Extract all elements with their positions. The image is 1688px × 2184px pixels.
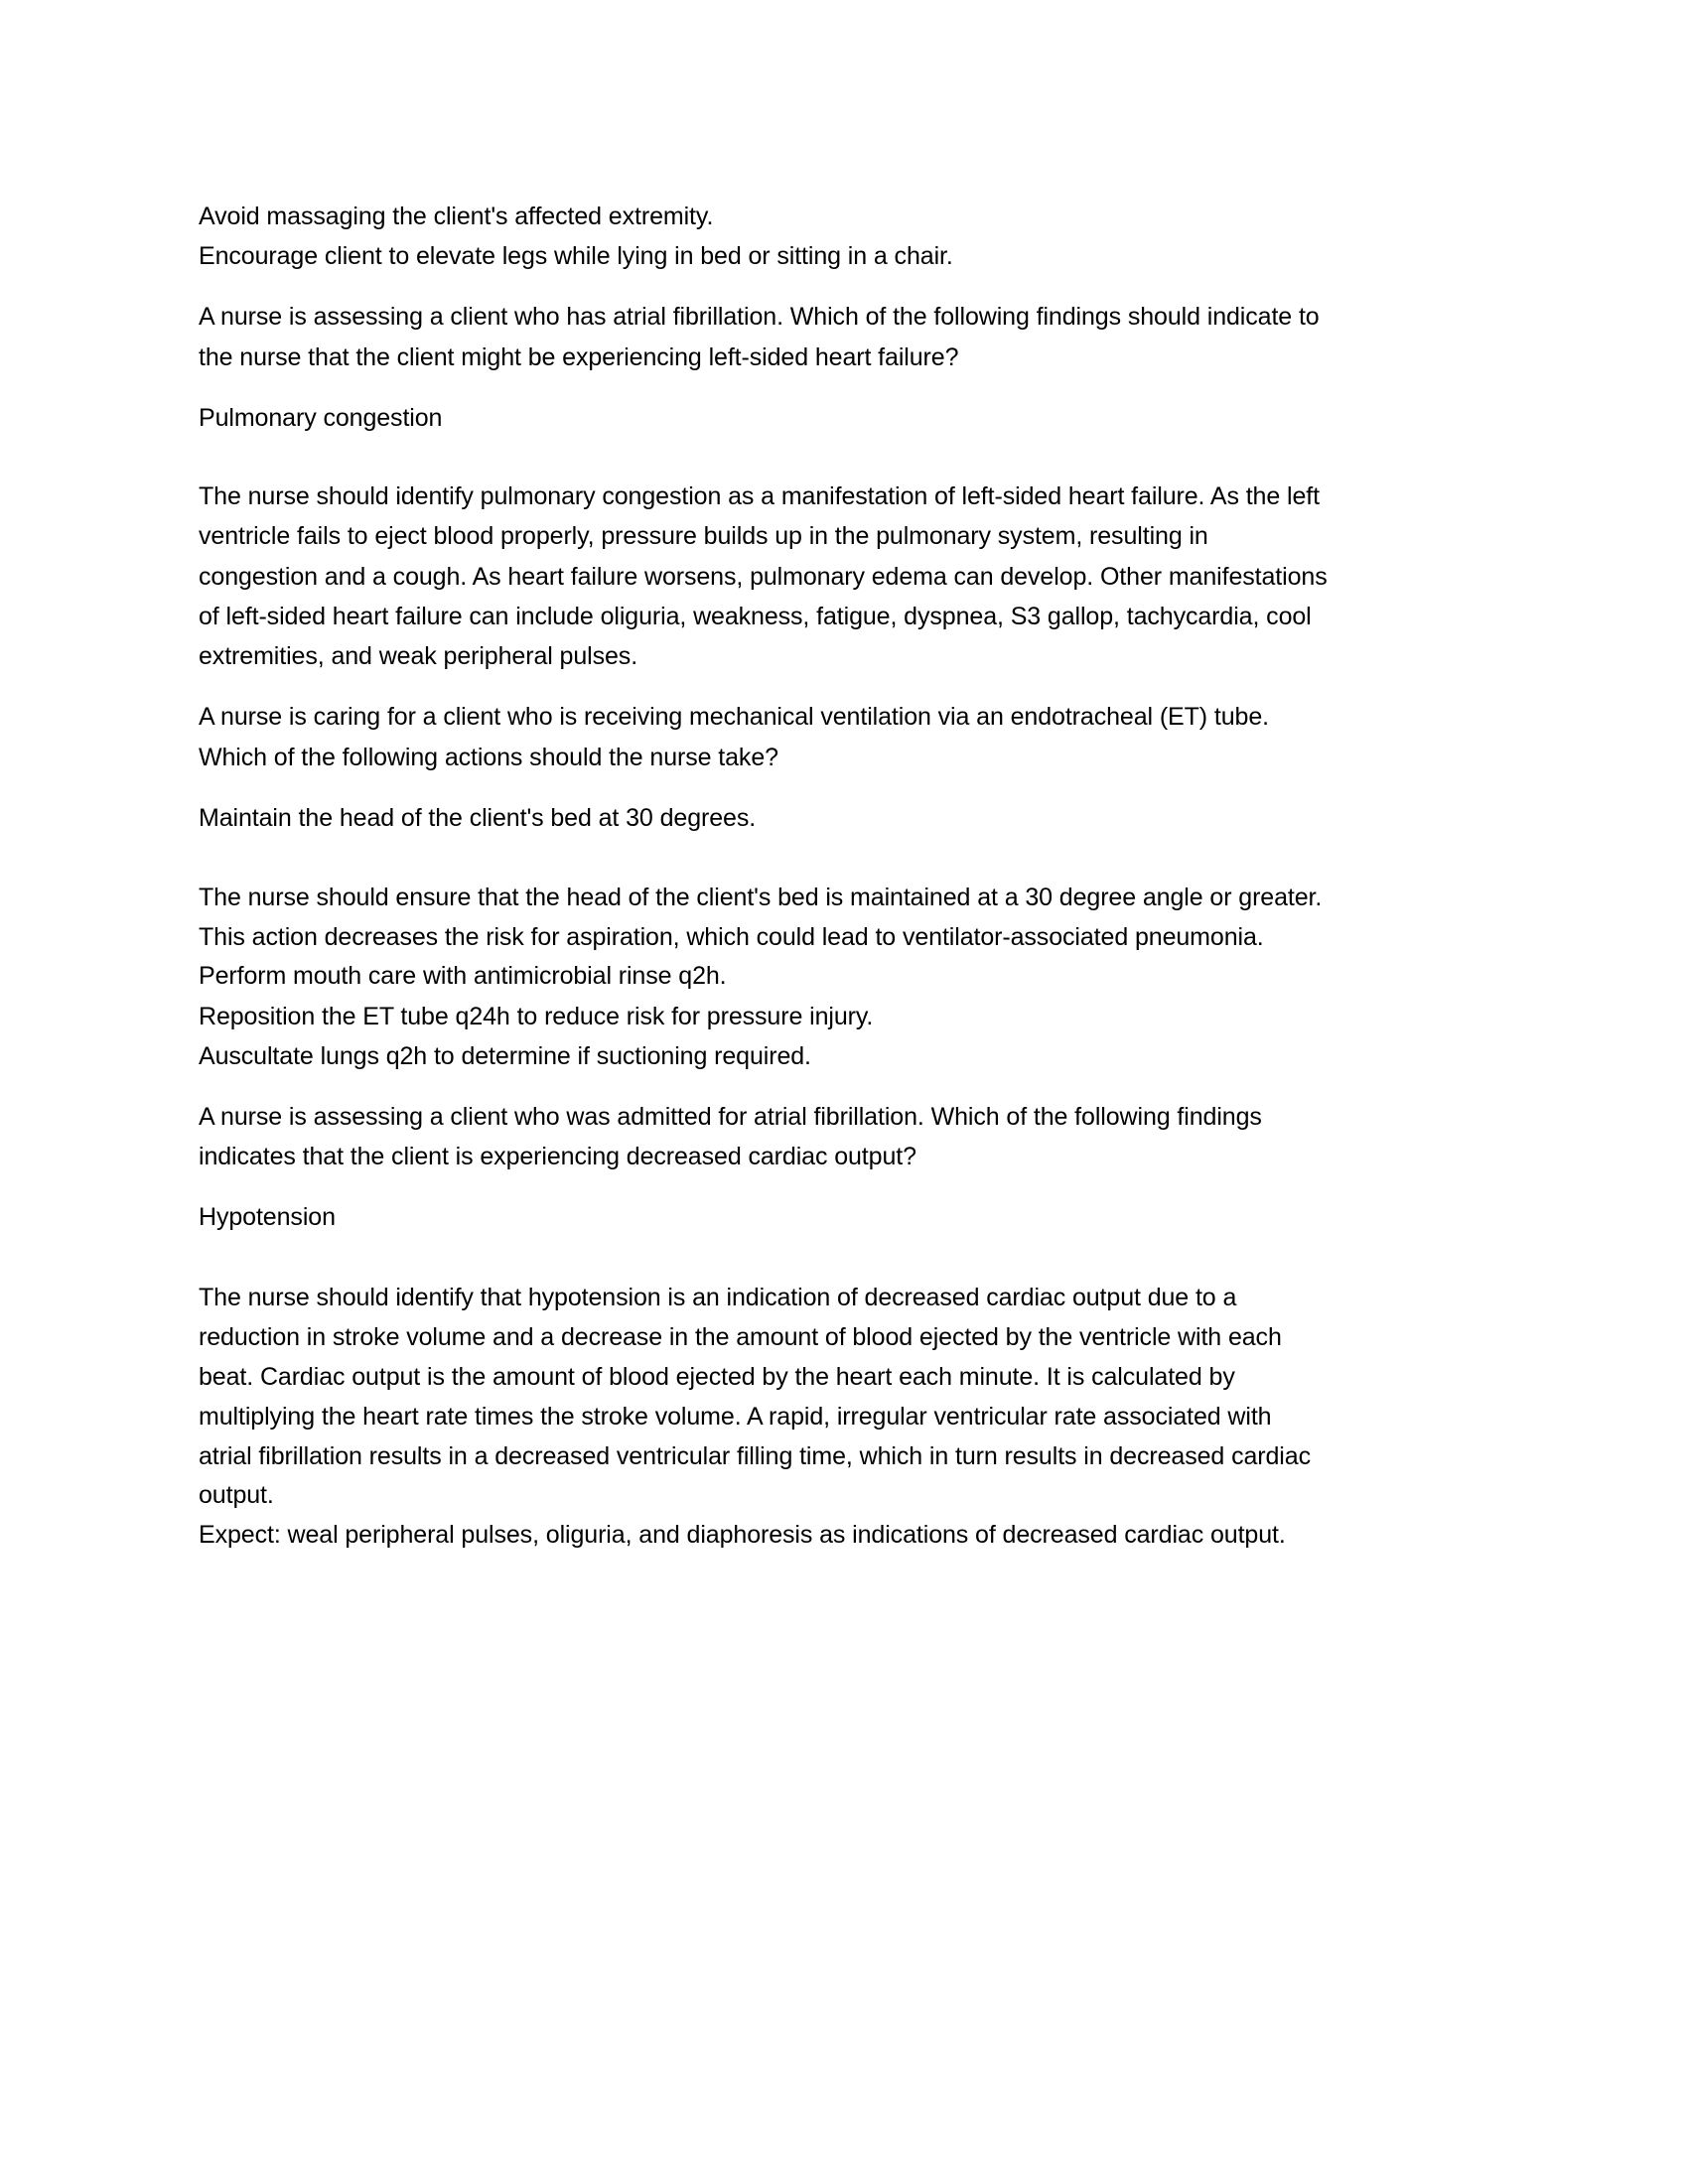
question-text: indicates that the client is experiencing decreased cardiac output? bbox=[199, 1143, 916, 1170]
rationale-text: beat. Cardiac output is the amount of blood ejected by the heart each minute. It is calculated by bbox=[199, 1363, 1235, 1391]
answer-text: Pulmonary congestion bbox=[199, 404, 443, 432]
rationale-text: The nurse should identify that hypotension is an indication of decreased cardiac output due to a bbox=[199, 1284, 1237, 1311]
question-text: A nurse is caring for a client who is receiving mechanical ventilation via an endotracheal (ET) tube. bbox=[199, 703, 1269, 731]
rationale-text: output. bbox=[199, 1481, 274, 1509]
rationale-text: Expect: weal peripheral pulses, oliguria, and diaphoresis as indications of decreased cardiac output. bbox=[199, 1521, 1286, 1549]
rationale-text: Reposition the ET tube q24h to reduce risk for pressure injury. bbox=[199, 1003, 874, 1030]
rationale-text: Perform mouth care with antimicrobial rinse q2h. bbox=[199, 962, 727, 990]
text-line: Encourage client to elevate legs while lying in bed or sitting in a chair. bbox=[199, 242, 953, 270]
rationale-text: Auscultate lungs q2h to determine if suctioning required. bbox=[199, 1042, 811, 1070]
text-line: Avoid massaging the client's affected extremity. bbox=[199, 203, 714, 230]
rationale-text: congestion and a cough. As heart failure worsens, pulmonary edema can develop. Other manifestations bbox=[199, 563, 1328, 591]
question-text: A nurse is assessing a client who has atrial fibrillation. Which of the following findings should indicate to bbox=[199, 303, 1320, 331]
rationale-text: multiplying the heart rate times the stroke volume. A rapid, irregular ventricular rate associated with bbox=[199, 1403, 1272, 1431]
question-text: the nurse that the client might be experiencing left-sided heart failure? bbox=[199, 343, 959, 371]
rationale-text: ventricle fails to eject blood properly, pressure builds up in the pulmonary system, resulting in bbox=[199, 522, 1208, 550]
question-text: Which of the following actions should the nurse take? bbox=[199, 744, 778, 771]
question-text: A nurse is assessing a client who was admitted for atrial fibrillation. Which of the following findings bbox=[199, 1103, 1262, 1131]
rationale-text: The nurse should ensure that the head of the client's bed is maintained at a 30 degree angle or greater. bbox=[199, 884, 1323, 911]
rationale-text: of left-sided heart failure can include oliguria, weakness, fatigue, dyspnea, S3 gallop, tachycardia, cool bbox=[199, 603, 1312, 630]
answer-text: Maintain the head of the client's bed at 30 degrees. bbox=[199, 804, 757, 832]
rationale-text: reduction in stroke volume and a decrease in the amount of blood ejected by the ventricle with each bbox=[199, 1323, 1282, 1351]
rationale-text: atrial fibrillation results in a decreased ventricular filling time, which in turn results in decreased cardiac bbox=[199, 1442, 1311, 1470]
rationale-text: extremities, and weak peripheral pulses. bbox=[199, 642, 638, 670]
rationale-text: The nurse should identify pulmonary congestion as a manifestation of left-sided heart failure. As the left bbox=[199, 482, 1320, 510]
answer-text: Hypotension bbox=[199, 1203, 336, 1231]
rationale-text: This action decreases the risk for aspiration, which could lead to ventilator-associated pneumonia. bbox=[199, 923, 1264, 951]
